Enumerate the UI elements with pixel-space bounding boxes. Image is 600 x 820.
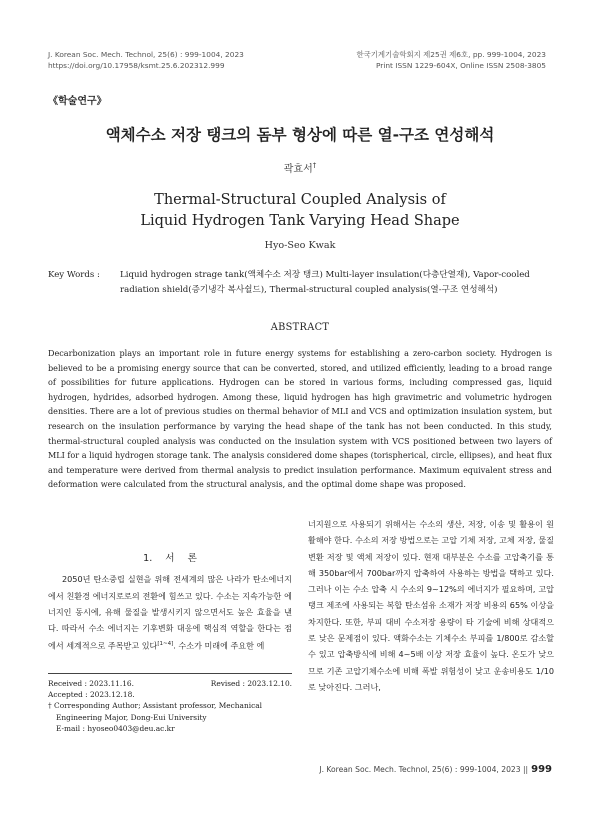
reference-marker[interactable]: [1~4] <box>157 641 174 648</box>
issn-line: Print ISSN 1229-604X, Online ISSN 2508-3805 <box>375 60 546 70</box>
accepted-date: Accepted : 2023.12.18. <box>48 690 135 700</box>
footer-journal: J. Korean Soc. Mech. Technol, 25(6) : 999-1004, 2023 || <box>319 765 529 774</box>
page-footer <box>319 764 552 775</box>
right-column <box>308 516 554 695</box>
journal-citation-korean: 한국기계기술학회지 제25권 제6호, pp. 999-1004, 2023 <box>356 50 546 59</box>
author-email[interactable]: E-mail : hyoseo0403@deu.ac.kr <box>56 723 175 733</box>
revised-date: Revised : 2023.12.10. <box>210 679 292 688</box>
section-heading-introduction: 1. 서 론 <box>143 553 197 564</box>
intro-paragraph <box>48 571 292 654</box>
received-date: Received : 2023.11.16. <box>48 679 134 688</box>
running-header-right <box>357 50 547 71</box>
running-header-left <box>48 50 244 71</box>
journal-citation: J. Korean Soc. Mech. Technol, 25(6) : 999-1004, 2023 <box>48 50 244 59</box>
author-affiliation: † Corresponding Author; Assistant professor, Mechanical Engineering Major, Dong-Eui University <box>48 701 262 722</box>
section-tag: 《학술연구》 <box>48 96 107 107</box>
author-korean <box>0 160 600 175</box>
author-name-korean: 곽효서 <box>283 164 313 175</box>
title-en-line1: Thermal-Structural Coupled Analysis of <box>154 192 446 208</box>
page-number: 999 <box>531 764 552 775</box>
corresponding-mark: † <box>312 161 317 170</box>
intro-paragraph-continued: 너지원으로 사용되기 위해서는 수소의 생산, 저장, 이송 및 활용이 원활해야 한다. 수소의 저장 방법으로는 고압 기체 저장, 고체 저장, 물질 변환 저장 및 액체 저장이 있다. 현재 대부분은 수소를 고압축기를 통해 350bar에서 700bar까지 압축하여 사용하는 방법을 택하고 있다. 그러나 이는 수소 압축 시 수소의 9~12%의 에너지가 필요하며, 고압 탱크 제조에 사용되는 복합 탄소섬유 소재가 저장 비용의 65% 이상을 차지한다. 또한, 부피 대비 수소저장 용량이 타 기술에 비해 상대적으로 낮은 문제점이 있다. 액화수소는 기체수소 부피를 1/800로 감소할 수 있고 압축방식에 비해 4~5배 이상 저장 효율이 높다. 온도가 낮으므로 기존 고압기체수소에 비해 폭발 위험성이 낮고 운송비용도 1/10로 낮아진다. 그러나, <box>308 519 554 692</box>
keywords <box>48 268 558 297</box>
paper-title-english <box>0 190 600 232</box>
doi-link[interactable]: https://doi.org/10.17958/ksmt.25.6.202312.999 <box>48 60 225 70</box>
submission-dates <box>48 678 292 689</box>
keywords-label: Key Words : <box>48 270 100 280</box>
abstract-body: Decarbonization plays an important role in future energy systems for establishing a zero-carbon society. Hydrogen is believed to be a promising energy source that can be converted, stored, and utilized efficiently, leading to a broad range of possibilities for future applications. Hydrogen can be stored in various forms, including compressed gas, liquid hydrogen, hydrides, adsorbed hydrogen. Among these, liquid hydrogen has high gravimetric and volumetric hydrogen densities. There are a lot of previous studies on thermal behavior of MLI and VCS and optimization insulation system, but research on the insulation performance by varying the head shape of the tank has not been conducted. In this study, thermal-structural coupled analysis was conducted on the insulation system with VCS positioned between two layers of MLI for a liquid hydrogen storage tank. The analysis considered dome shapes (torispherical, circle, ellipses), and heat flux and temperature were derived from thermal analysis to predict insulation performance. Maximum equivalent stress and deformation were calculated from the structural analysis, and the optimal dome shape was proposed. <box>48 348 553 490</box>
footnote-divider <box>48 673 292 674</box>
title-en-line2: Liquid Hydrogen Tank Varying Head Shape <box>140 213 460 229</box>
intro-text-continued: . 수소가 미래에 주요한 에 <box>173 641 265 652</box>
abstract-heading: ABSTRACT <box>270 322 330 333</box>
intro-text: 2050년 탄소중립 실현을 위해 전세계의 많은 나라가 탄소에너지에서 친환경 에너지로로의 전환에 힘쓰고 있다. 수소는 지속가능한 에너지인 동시에, 유해 물질을 발생시키지 않으면서도 높은 효율을 낸다. 따라서 수소 에너지는 기후변화 대응에 핵심적 역할을 한다는 점에서 세계적으로 주목받고 있다 <box>48 574 292 652</box>
left-column <box>48 551 292 654</box>
author-english: Hyo-Seo Kwak <box>264 240 336 251</box>
paper-title-korean: 액체수소 저장 탱크의 돔부 형상에 따른 열-구조 연성해석 <box>105 126 495 144</box>
footnotes <box>48 678 292 734</box>
keywords-text: Liquid hydrogen strage tank(액체수소 저장 탱크) Multi-layer insulation(다층단열재), Vapor-cooled radiation shield(증기냉각 복사쉴드), Thermal-structural coupled analysis(열-구조 연성해석) <box>120 270 530 295</box>
